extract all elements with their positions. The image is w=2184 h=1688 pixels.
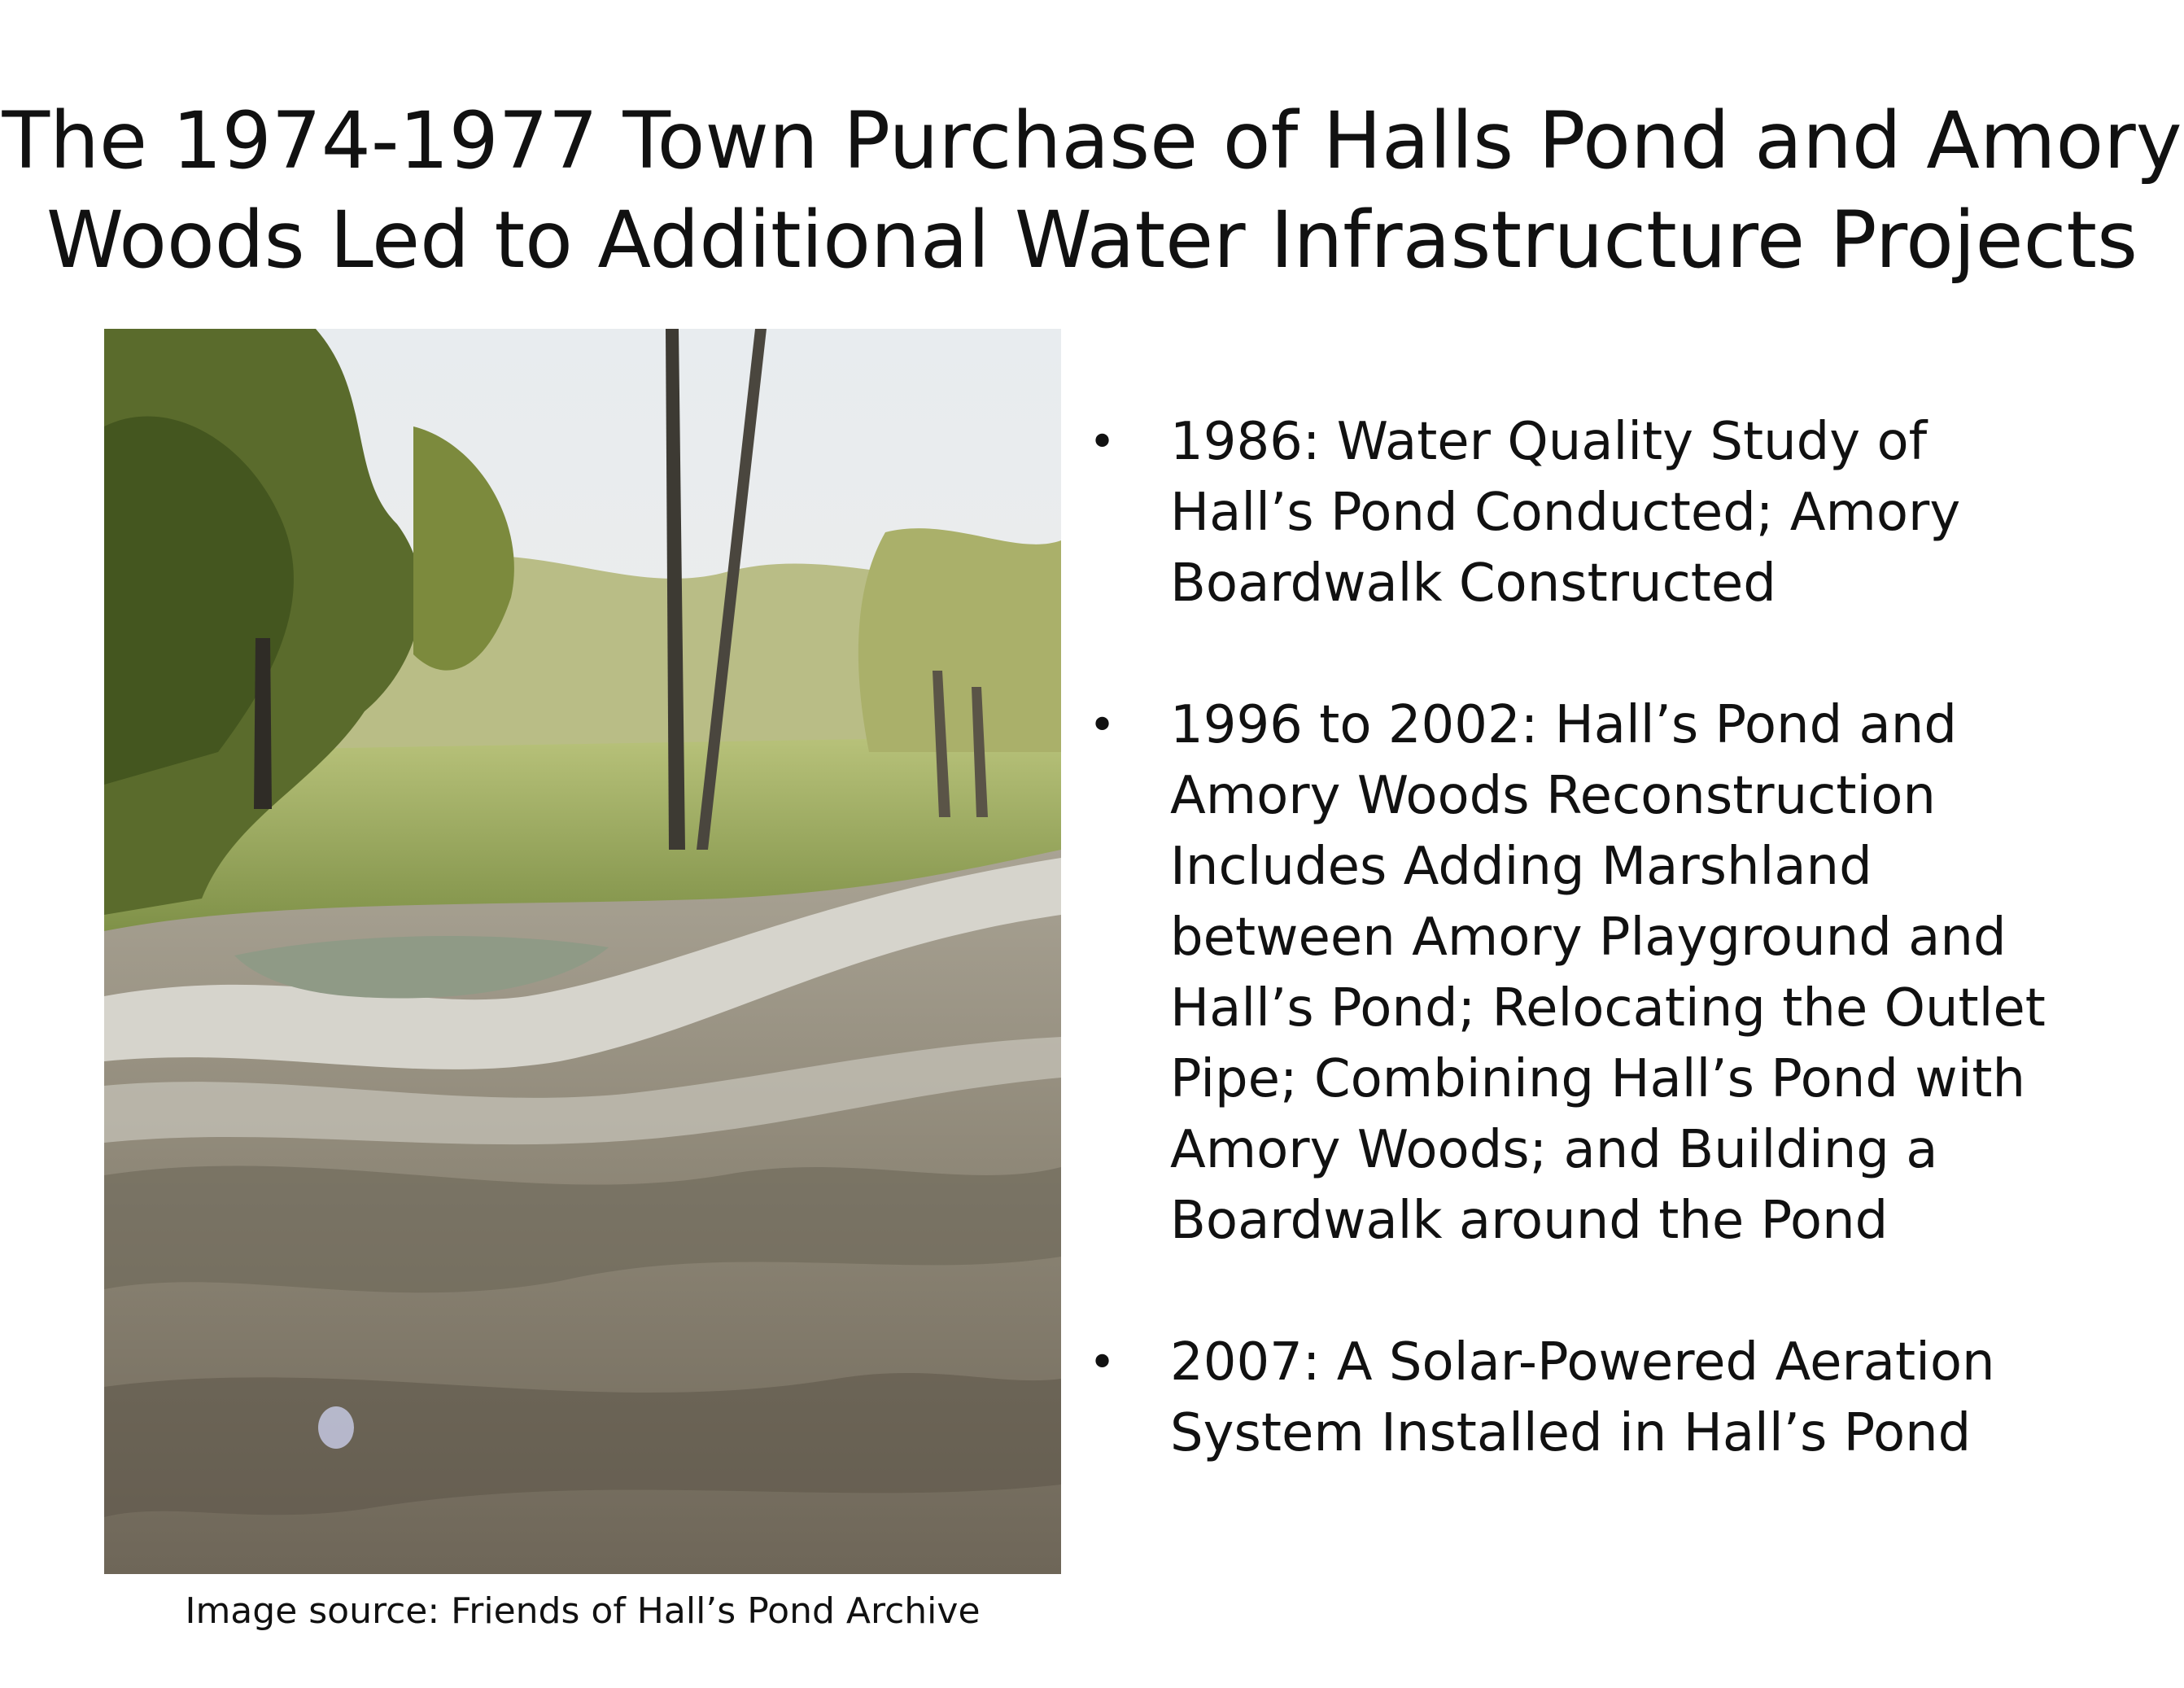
slide-title-line-1: The 1974-1977 Town Purchase of Halls Pond and Amory (2, 95, 2182, 186)
bullet-line: 2007: A Solar-Powered Aeration (1170, 1332, 1995, 1393)
bullet-line: Hall’s Pond; Relocating the Outlet (1170, 978, 2046, 1039)
slide-title (0, 91, 2184, 290)
bullet-item-1996-2002 (1074, 690, 2132, 1257)
slide-title-line-2: Woods Led to Additional Water Infrastructure Projects (46, 195, 2138, 286)
bullet-line: Hall’s Pond Conducted; Amory (1170, 483, 1961, 543)
bullet-list (1074, 407, 2132, 1540)
bullet-item-1986 (1074, 407, 2132, 619)
bullet-line: Includes Adding Marshland (1170, 837, 1872, 897)
bullet-line: Boardwalk around the Pond (1170, 1191, 1889, 1251)
bullet-marker: • (1089, 416, 1116, 469)
bullet-item-2007 (1074, 1327, 2132, 1469)
bullet-line: 1996 to 2002: Hall’s Pond and (1170, 695, 1957, 755)
bullet-line: Pipe; Combining Hall’s Pond with (1170, 1049, 2026, 1109)
bullet-line: Boardwalk Constructed (1170, 553, 1776, 614)
bullet-line: Amory Woods Reconstruction (1170, 766, 1936, 826)
bullet-line: between Amory Playground and (1170, 907, 2007, 968)
bullet-line: 1986: Water Quality Study of (1170, 412, 1928, 472)
bullet-marker: • (1089, 1336, 1116, 1389)
bullet-marker: • (1089, 699, 1116, 752)
bullet-line: Amory Woods; and Building a (1170, 1120, 1938, 1180)
bullet-line: System Installed in Hall’s Pond (1170, 1403, 1972, 1463)
photo-caption: Image source: Friends of Hall’s Pond Archive (185, 1590, 981, 1632)
pond-photo (104, 329, 1061, 1574)
